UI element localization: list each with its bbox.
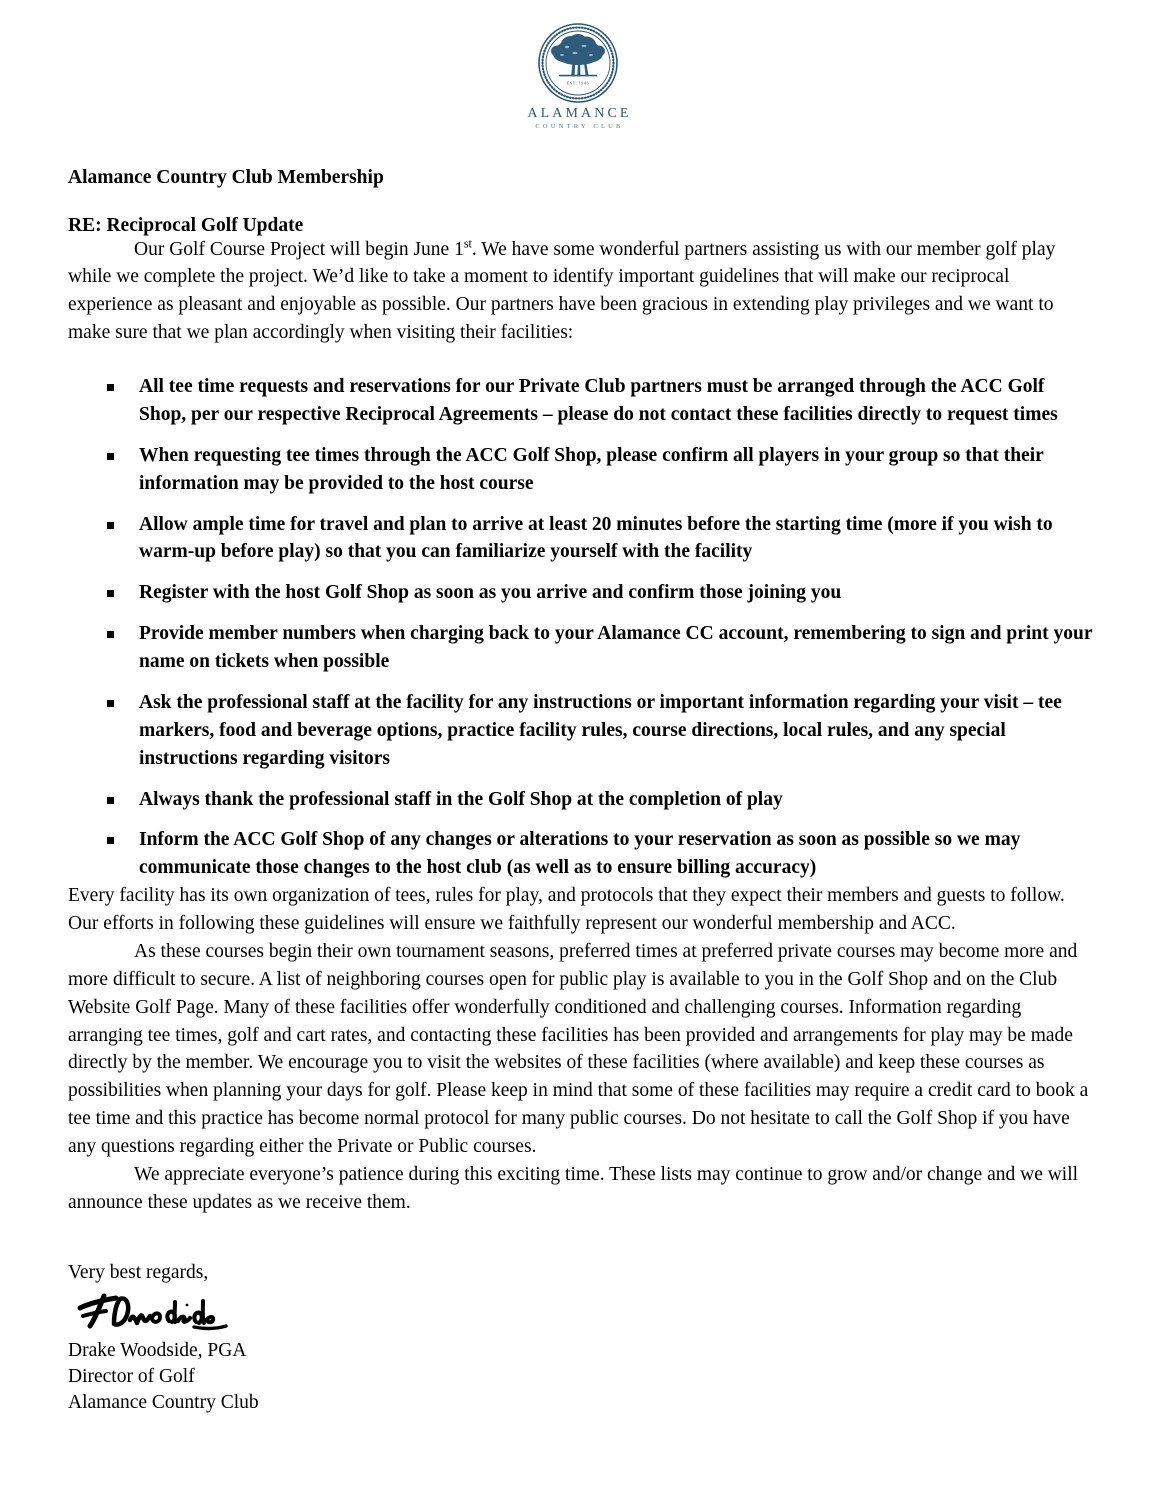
square-bullet-icon (107, 522, 114, 529)
list-item (68, 620, 1094, 676)
alamance-tree-seal-icon (537, 22, 619, 104)
addressee-heading: Alamance Country Club Membership (68, 166, 384, 188)
logo-wordmark-main: ALAMANCE (527, 106, 632, 121)
list-item (68, 511, 1094, 567)
svg-text:EST. 1946: EST. 1946 (566, 80, 590, 86)
list-item-text: Provide member numbers when charging back to your Alamance CC account, remembering to sign and print your name on tickets when possible (139, 623, 1093, 672)
square-bullet-icon (107, 453, 114, 460)
paragraph-every-facility: Every facility has its own organization of tees, rules for play, and protocols that they expect their members and guests to follow. Our efforts in following these guidelines will ensure we faithfully represent our wonderful membership and ACC. (68, 885, 1065, 934)
square-bullet-icon (107, 631, 114, 638)
signatory-name: Drake Woodside, PGA (68, 1339, 247, 1361)
list-item (68, 373, 1094, 429)
subject-heading: RE: Reciprocal Golf Update (68, 215, 304, 236)
list-item-text: All tee time requests and reservations for our Private Club partners must be arranged through the ACC Golf Shop, per our respective Reciprocal Agreements – please do not contact these facilities directly to request times (139, 376, 1058, 425)
list-item-text: Register with the host Golf Shop as soon as you arrive and confirm those joining you (139, 582, 842, 604)
ordinal-suffix: st (463, 236, 472, 250)
logo-wordmark (524, 107, 631, 131)
list-item-text: Inform the ACC Golf Shop of any changes or alterations to your reservation as soon as possible so we may communicate those changes to the host club (as well as to ensure billing accuracy) (139, 829, 1021, 879)
signature-regards: Very best regards, (68, 1261, 209, 1283)
intro-paragraph (68, 236, 1094, 348)
letter-body (0, 168, 1156, 1416)
paragraph-closing: We appreciate everyone’s patience during this exciting time. These lists may continue to grow and/or change and we will announce these updates as we receive them. (68, 1163, 1079, 1213)
signature-block (68, 1260, 1094, 1416)
list-item (68, 826, 1094, 882)
square-bullet-icon (107, 700, 114, 707)
list-item (68, 442, 1094, 498)
intro-text-before-superscript: Our Golf Course Project will begin June 1 (134, 238, 464, 260)
square-bullet-icon (107, 797, 114, 804)
square-bullet-icon (107, 384, 114, 391)
signatory-title: Director of Golf (68, 1365, 195, 1387)
list-item (68, 786, 1094, 814)
paragraph-courses: As these courses begin their own tournament seasons, preferred times at preferred private courses may become more and more difficult to secure. A list of neighboring courses open for public play is available to you in the Golf Shop and on the Club Website Golf Page. Many of these facilities offer wonderfully conditioned and challenging courses. Information regarding arranging tee times, golf and cart rates, and contacting these facilities has been provided and arrangements for play may be made directly by the member. We encourage you to visit the websites of these facilities (where available) and keep these courses as possibilities when planning your days for golf. Please keep in mind that some of these facilities may require a credit card to book a tee time and this practice has become normal protocol for many public courses. Do not hesitate to call the Golf Shop if you have any questions regarding either the Private or Public courses. (68, 940, 1089, 1157)
signatory-organization: Alamance Country Club (68, 1391, 259, 1413)
square-bullet-icon (107, 590, 114, 597)
list-item (68, 689, 1094, 773)
guidelines-list (68, 373, 1094, 882)
intro-text-after-superscript: . We have some wonderful partners assisting us with our member golf play while we complete the project. We’d like to take a moment to identify important guidelines that will make our reciprocal experience as pleasant and enjoyable as possible. Our partners have been gracious in extending play privileges and we want to make sure that we plan accordingly when visiting their facilities: (68, 238, 1056, 344)
list-item-text: When requesting tee times through the ACC Golf Shop, please confirm all players in your group so that their information may be provided to the host course (139, 444, 1044, 494)
letterhead (0, 0, 1156, 131)
list-item (68, 579, 1094, 607)
logo-wordmark-sub: COUNTRY CLUB (535, 123, 624, 130)
handwritten-signature-image (74, 1290, 1094, 1338)
list-item-text: Allow ample time for travel and plan to arrive at least 20 minutes before the starting time (more if you wish to warm-up before play) so that you can familiarize yourself with the facility (139, 513, 1053, 563)
square-bullet-icon (107, 837, 114, 844)
list-item-text: Ask the professional staff at the facility for any instructions or important information regarding your visit – tee markers, food and beverage options, practice facility rules, course directions, local rules, and any special instructions regarding visitors (139, 691, 1062, 769)
list-item-text: Always thank the professional staff in the Golf Shop at the completion of play (139, 788, 783, 810)
